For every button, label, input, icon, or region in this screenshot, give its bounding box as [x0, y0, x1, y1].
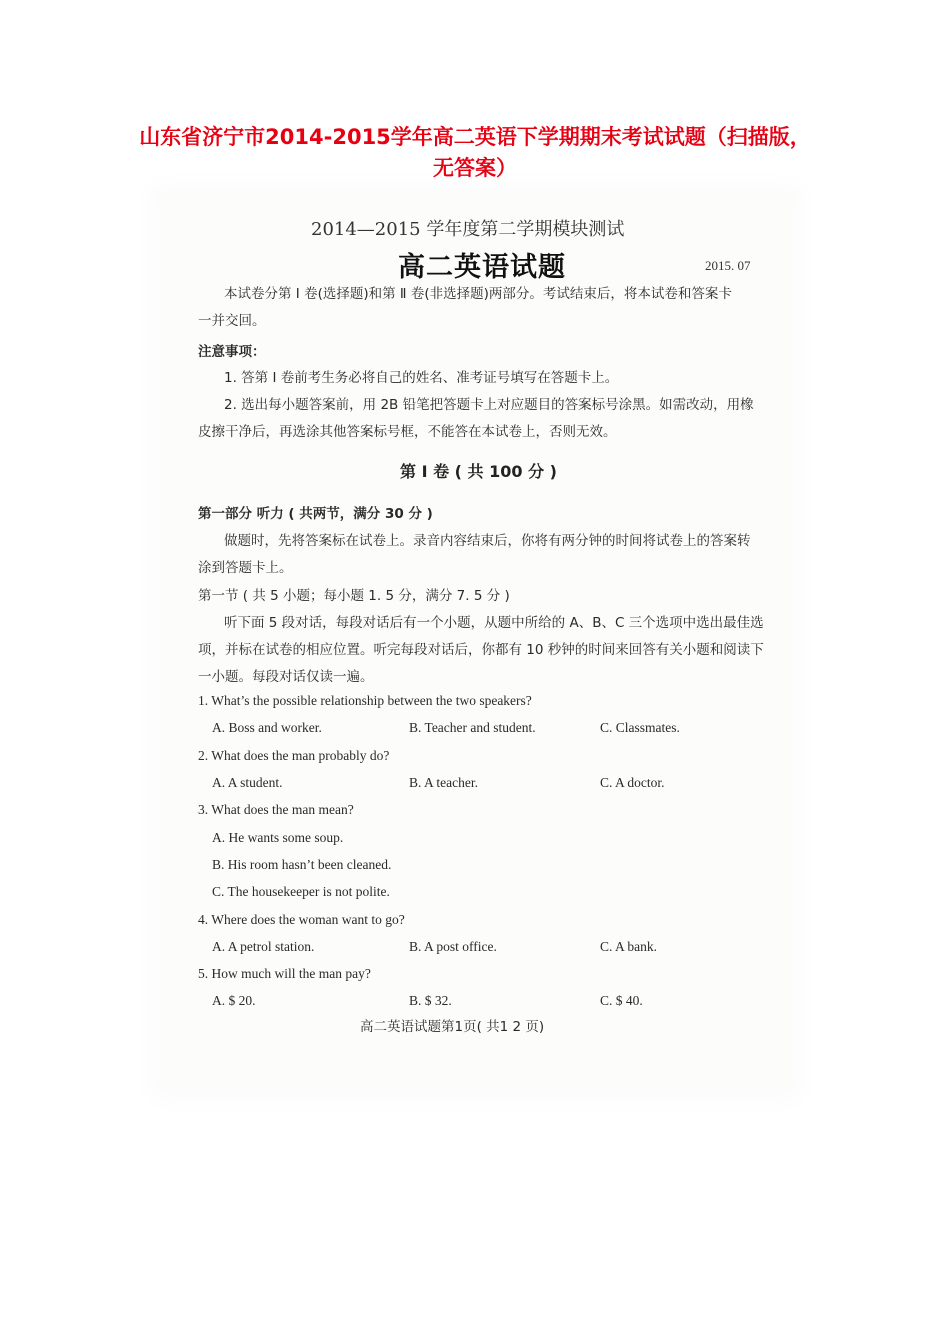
question-2-option-b: B. A teacher. — [409, 775, 478, 790]
question-2: 2. What does the man probably do? — [198, 748, 390, 763]
scanned-exam-page — [160, 195, 792, 1090]
question-4-option-c: C. A bank. — [600, 939, 658, 954]
intro-line-2: 一并交回。 — [198, 313, 266, 329]
question-1-option-b: B. Teacher and student. — [409, 720, 536, 735]
question-4-option-b: B. A post office. — [409, 939, 497, 954]
question-3-option-a: A. He wants some soup. — [212, 830, 344, 845]
question-5-option-a: A. $ 20. — [212, 993, 256, 1008]
intro-line-1: 本试卷分第 Ⅰ 卷(选择题)和第 Ⅱ 卷(非选择题)两部分。考试结束后，将本试卷和答案卡 — [224, 286, 732, 302]
question-4-option-a: A. A petrol station. — [212, 939, 315, 954]
exam-main-title: 高二英语试题 — [398, 252, 566, 283]
question-4: 4. Where does the woman want to go? — [198, 912, 405, 927]
volume-1-title: 第 Ⅰ 卷 ( 共 100 分 ) — [400, 462, 557, 481]
question-5: 5. How much will the man pay? — [198, 966, 371, 981]
part-1-heading: 第一部分 听力 ( 共两节，满分 30 分 ) — [198, 506, 433, 522]
exam-subtitle: 2014—2015 学年度第二学期模块测试 — [311, 219, 625, 240]
note-1: 1. 答第 Ⅰ 卷前考生务必将自己的姓名、准考证号填写在答题卡上。 — [224, 370, 619, 386]
note-2-line-2: 皮擦干净后，再选涂其他答案标号框，不能答在本试卷上，否则无效。 — [198, 424, 617, 440]
question-2-option-a: A. A student. — [212, 775, 283, 790]
question-1-option-c: C. Classmates. — [600, 720, 680, 735]
section-1-intro-line-1: 听下面 5 段对话，每段对话后有一个小题，从题中所给的 A、B、C 三个选项中选出最佳选 — [224, 615, 764, 631]
document-title: 山东省济宁市2014-2015学年高二英语下学期期末考试试题（扫描版，无答案） — [139, 125, 811, 180]
notes-heading: 注意事项： — [198, 344, 266, 360]
question-2-option-c: C. A doctor. — [600, 775, 665, 790]
part-1-intro-line-2: 涂到答题卡上。 — [198, 560, 293, 576]
question-5-option-b: B. $ 32. — [409, 993, 452, 1008]
question-1: 1. What’s the possible relationship between the two speakers? — [198, 693, 532, 708]
section-1-intro-line-2: 项，并标在试卷的相应位置。听完每段对话后，你都有 10 秒钟的时间来回答有关小题和阅读下 — [198, 642, 764, 658]
section-1-intro-line-3: 一小题。每段对话仅读一遍。 — [198, 669, 374, 685]
note-2-line-1: 2. 选出每小题答案前，用 2B 铅笔把答题卡上对应题目的答案标号涂黑。如需改动，用橡 — [224, 397, 754, 413]
exam-date: 2015. 07 — [705, 258, 751, 273]
question-3: 3. What does the man mean? — [198, 802, 354, 817]
section-1-heading: 第一节 ( 共 5 小题；每小题 1. 5 分，满分 7. 5 分 ) — [198, 588, 510, 604]
question-1-option-a: A. Boss and worker. — [212, 720, 322, 735]
page-footer: 高二英语试题第1页( 共1 2 页) — [360, 1019, 545, 1035]
question-5-option-c: C. $ 40. — [600, 993, 643, 1008]
part-1-intro-line-1: 做题时，先将答案标在试卷上。录音内容结束后，你将有两分钟的时间将试卷上的答案转 — [224, 533, 751, 549]
question-3-option-b: B. His room hasn’t been cleaned. — [212, 857, 392, 872]
question-3-option-c: C. The housekeeper is not polite. — [212, 884, 390, 899]
